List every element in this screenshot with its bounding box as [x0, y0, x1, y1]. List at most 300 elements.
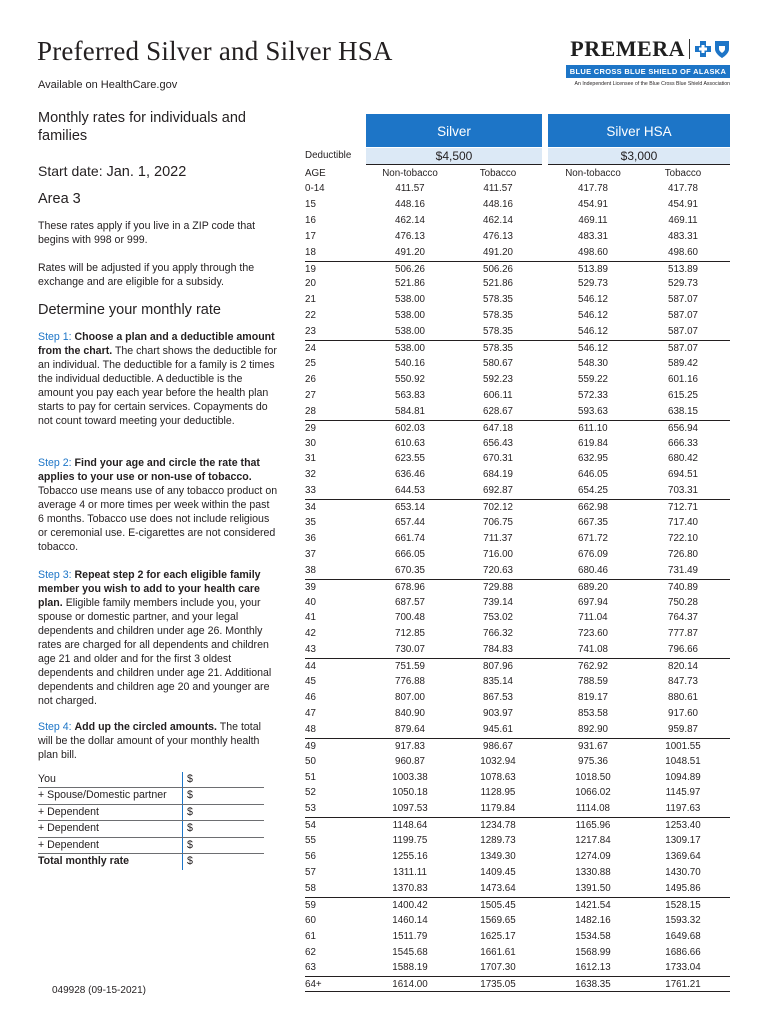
- age-cell: 0-14: [305, 183, 325, 194]
- hsa-tobacco-cell: 1253.40: [665, 820, 701, 832]
- silver-non-tobacco-cell: 917.83: [395, 740, 425, 752]
- deductible-silver: $4,500: [366, 148, 542, 165]
- hsa-tobacco-cell: 703.31: [668, 485, 698, 497]
- table-row: [305, 690, 730, 706]
- table-row: [305, 436, 730, 452]
- age-cell: 24: [305, 343, 316, 355]
- age-cell: 28: [305, 405, 316, 417]
- hsa-tobacco-cell: 469.11: [668, 214, 698, 226]
- hsa-non-tobacco-cell: 1638.35: [575, 979, 611, 991]
- hsa-non-tobacco-cell: 762.92: [578, 661, 608, 673]
- age-cell: 50: [305, 755, 316, 767]
- silver-non-tobacco-cell: 448.16: [395, 198, 425, 210]
- hsa-tobacco-cell: 656.94: [668, 422, 698, 434]
- hsa-non-tobacco-cell: 1391.50: [575, 882, 611, 894]
- table-row: [305, 626, 730, 642]
- silver-non-tobacco-cell: 462.14: [395, 214, 425, 226]
- hsa-non-tobacco-cell: 559.22: [578, 373, 608, 385]
- hsa-non-tobacco-cell: 723.60: [578, 628, 608, 640]
- zip-note: These rates apply if you live in a ZIP code that begins with 998 or 999.: [38, 220, 256, 246]
- step-1-label: Step 1:: [38, 331, 72, 343]
- silver-tobacco-cell: 702.12: [483, 502, 513, 514]
- silver-non-tobacco-cell: 840.90: [395, 707, 425, 719]
- hsa-non-tobacco-cell: 619.84: [578, 437, 608, 449]
- silver-tobacco-cell: 753.02: [483, 612, 513, 624]
- silver-non-tobacco-cell: 506.26: [395, 263, 425, 275]
- page-title: Preferred Silver and Silver HSA: [37, 36, 393, 66]
- hsa-non-tobacco-cell: 483.31: [578, 230, 608, 242]
- worksheet-row: [38, 805, 264, 821]
- silver-non-tobacco-cell: 1545.68: [392, 946, 428, 958]
- silver-non-tobacco-cell: 661.74: [395, 532, 425, 544]
- area-heading: Area 3: [38, 191, 81, 207]
- age-cell: 53: [305, 803, 316, 815]
- hsa-non-tobacco-cell: 546.12: [578, 326, 608, 338]
- worksheet-label: + Dependent: [38, 822, 99, 835]
- step-2-bold: Find your age and circle the rate that applies to your use or non-use of tobacco.: [38, 457, 260, 483]
- silver-non-tobacco-cell: 751.59: [395, 661, 425, 673]
- hsa-non-tobacco-cell: 711.04: [578, 612, 608, 624]
- silver-tobacco-cell: 1661.61: [480, 946, 516, 958]
- silver-tobacco-cell: 647.18: [483, 422, 513, 434]
- hsa-tobacco-cell: 694.51: [668, 469, 698, 481]
- silver-tobacco-cell: 592.23: [483, 373, 513, 385]
- subsidy-note: Rates will be adjusted if you apply through the exchange and are eligible for a subsidy.: [38, 262, 255, 288]
- hsa-tobacco-cell: 712.71: [668, 502, 698, 514]
- silver-tobacco-cell: 670.31: [483, 453, 513, 465]
- silver-tobacco-cell: 986.67: [483, 740, 513, 752]
- hsa-non-tobacco-cell: 498.60: [578, 246, 608, 258]
- table-row: [305, 738, 730, 754]
- step-3: [38, 568, 278, 708]
- hsa-tobacco-cell: 1686.66: [665, 946, 701, 958]
- hsa-tobacco-cell: 454.91: [668, 198, 698, 210]
- age-cell: 21: [305, 294, 316, 306]
- start-date-label: Start date:: [38, 163, 103, 179]
- hsa-tobacco-cell: 1761.21: [665, 979, 701, 991]
- silver-non-tobacco-cell: 666.05: [395, 548, 425, 560]
- table-row: [305, 499, 730, 515]
- age-cell: 37: [305, 548, 316, 560]
- age-cell: 48: [305, 723, 316, 735]
- hsa-non-tobacco-cell: 1421.54: [575, 899, 611, 911]
- table-row: [305, 865, 730, 881]
- table-row: [305, 849, 730, 865]
- silver-non-tobacco-cell: 653.14: [395, 502, 425, 514]
- hsa-non-tobacco-cell: 546.12: [578, 343, 608, 355]
- silver-tobacco-cell: 1569.65: [480, 914, 516, 926]
- hsa-non-tobacco-cell: 529.73: [578, 278, 608, 290]
- table-row: [305, 770, 730, 786]
- age-cell: 45: [305, 676, 316, 688]
- worksheet-label: + Dependent: [38, 838, 99, 851]
- hsa-tobacco-cell: 1528.15: [665, 899, 701, 911]
- silver-tobacco-cell: 739.14: [483, 596, 513, 608]
- hsa-non-tobacco-cell: 1018.50: [575, 771, 611, 783]
- silver-non-tobacco-cell: 657.44: [395, 517, 425, 529]
- hsa-non-tobacco-cell: 931.67: [578, 740, 608, 752]
- silver-tobacco-cell: 807.96: [483, 661, 513, 673]
- table-row: [305, 817, 730, 833]
- silver-tobacco-cell: 580.67: [483, 357, 513, 369]
- hsa-non-tobacco-cell: 593.63: [578, 405, 608, 417]
- hsa-non-tobacco-cell: 819.17: [578, 692, 608, 703]
- silver-non-tobacco-cell: 670.35: [395, 564, 425, 576]
- age-cell: 23: [305, 326, 316, 338]
- age-cell: 40: [305, 596, 316, 608]
- hsa-non-tobacco-cell: 1482.16: [575, 914, 611, 926]
- hsa-non-tobacco-cell: 975.36: [578, 755, 608, 767]
- age-cell: 29: [305, 422, 316, 434]
- silver-non-tobacco-cell: 521.86: [395, 278, 425, 290]
- silver-non-tobacco-cell: 678.96: [395, 581, 425, 593]
- hsa-non-tobacco-cell: 788.59: [578, 676, 608, 688]
- worksheet-amount-field[interactable]: $: [182, 772, 193, 787]
- hsa-tobacco-cell: 1430.70: [665, 866, 701, 878]
- hsa-non-tobacco-cell: 676.09: [578, 548, 608, 560]
- plan-header-silver: Silver: [366, 114, 542, 147]
- silver-non-tobacco-cell: 687.57: [395, 596, 425, 608]
- silver-non-tobacco-cell: 1400.42: [392, 899, 428, 911]
- col-header-hsa-tobacco: Tobacco: [664, 168, 702, 179]
- hsa-tobacco-cell: 1145.97: [665, 787, 701, 799]
- silver-tobacco-cell: 411.57: [483, 183, 513, 194]
- step-1: [38, 330, 278, 428]
- table-row: [305, 674, 730, 690]
- age-cell: 36: [305, 532, 316, 544]
- table-row: [305, 308, 730, 324]
- worksheet-label: + Spouse/Domestic partner: [38, 789, 167, 802]
- hsa-tobacco-cell: 880.61: [668, 692, 698, 703]
- silver-tobacco-cell: 656.43: [483, 437, 513, 449]
- silver-non-tobacco-cell: 1311.11: [393, 866, 427, 878]
- hsa-non-tobacco-cell: 853.58: [578, 707, 608, 719]
- table-row: [305, 483, 730, 499]
- blue-shield-icon: [714, 40, 730, 59]
- silver-non-tobacco-cell: 538.00: [395, 294, 425, 306]
- worksheet-amount-field[interactable]: $: [182, 838, 193, 853]
- hsa-tobacco-cell: 587.07: [668, 326, 698, 338]
- col-header-silver-tobacco: Tobacco: [479, 168, 517, 179]
- silver-tobacco-cell: 720.63: [483, 564, 513, 576]
- silver-non-tobacco-cell: 540.16: [395, 357, 425, 369]
- hsa-tobacco-cell: 615.25: [668, 389, 698, 401]
- table-row: [305, 420, 730, 436]
- age-cell: 60: [305, 914, 316, 926]
- silver-non-tobacco-cell: 644.53: [395, 485, 425, 497]
- licensee-note: An Independent Licensee of the Blue Cross Blue Shield Association: [574, 81, 730, 87]
- silver-non-tobacco-cell: 491.20: [395, 246, 425, 258]
- col-header-silver-non-tobacco: Non-tobacco: [382, 168, 438, 179]
- silver-non-tobacco-cell: 1003.38: [392, 771, 428, 783]
- silver-non-tobacco-cell: 730.07: [395, 644, 425, 656]
- hsa-tobacco-cell: 638.15: [668, 405, 698, 417]
- hsa-tobacco-cell: 1649.68: [665, 930, 701, 942]
- age-cell: 63: [305, 962, 316, 974]
- hsa-tobacco-cell: 498.60: [668, 246, 698, 258]
- silver-tobacco-cell: 729.88: [483, 581, 513, 593]
- hsa-tobacco-cell: 587.07: [668, 343, 698, 355]
- age-cell: 59: [305, 899, 316, 911]
- table-row: [305, 292, 730, 308]
- age-column-header: AGE: [305, 168, 326, 179]
- worksheet-amount-field[interactable]: $: [182, 821, 193, 836]
- silver-non-tobacco-cell: 1614.00: [392, 979, 428, 991]
- silver-tobacco-cell: 606.11: [483, 389, 513, 401]
- step-2-text: Tobacco use means use of any tobacco product on average 4 or more times per week within the past 6 months. Tobacco use does not include religious or ceremonial use. E-cigarettes are not considered tobacco.: [38, 485, 278, 553]
- rate-rows: [305, 181, 730, 992]
- age-cell: 41: [305, 612, 316, 624]
- age-cell: 35: [305, 517, 316, 529]
- table-row: [305, 610, 730, 626]
- silver-non-tobacco-cell: 879.64: [395, 723, 425, 735]
- age-cell: 30: [305, 437, 316, 449]
- silver-tobacco-cell: 903.97: [483, 707, 513, 719]
- silver-tobacco-cell: 1505.45: [480, 899, 516, 911]
- worksheet-total-field[interactable]: $: [182, 854, 193, 870]
- hsa-non-tobacco-cell: 1330.88: [575, 866, 611, 878]
- hsa-non-tobacco-cell: 469.11: [578, 214, 608, 226]
- hsa-non-tobacco-cell: 1114.08: [576, 803, 610, 815]
- hsa-non-tobacco-cell: 1274.09: [575, 851, 611, 863]
- hsa-tobacco-cell: 1094.89: [665, 771, 701, 783]
- hsa-tobacco-cell: 417.78: [668, 183, 698, 194]
- silver-non-tobacco-cell: 411.57: [395, 183, 425, 194]
- logo-band: BLUE CROSS BLUE SHIELD OF ALASKA: [566, 65, 730, 78]
- table-row: [305, 181, 730, 197]
- age-cell: 58: [305, 882, 316, 894]
- silver-tobacco-cell: 1179.84: [480, 803, 516, 815]
- table-row: [305, 563, 730, 579]
- table-row: [305, 913, 730, 929]
- silver-non-tobacco-cell: 807.00: [395, 692, 425, 703]
- hsa-non-tobacco-cell: 1534.58: [575, 930, 611, 942]
- table-row: [305, 245, 730, 261]
- table-row: [305, 547, 730, 563]
- table-row: [305, 929, 730, 945]
- silver-non-tobacco-cell: 1511.79: [392, 930, 428, 942]
- silver-tobacco-cell: 1032.94: [480, 755, 516, 767]
- hsa-tobacco-cell: 750.28: [668, 596, 698, 608]
- table-row: [305, 801, 730, 817]
- worksheet-amount-field[interactable]: $: [182, 788, 193, 803]
- worksheet-row: [38, 772, 264, 788]
- hsa-non-tobacco-cell: 1165.96: [575, 820, 611, 832]
- step-2: [38, 456, 278, 554]
- silver-tobacco-cell: 476.13: [483, 230, 513, 242]
- table-row: [305, 276, 730, 292]
- age-cell: 17: [305, 230, 316, 242]
- table-row: [305, 515, 730, 531]
- worksheet-total-row: [38, 854, 264, 870]
- age-cell: 34: [305, 502, 316, 514]
- age-cell: 38: [305, 564, 316, 576]
- hsa-non-tobacco-cell: 1568.99: [575, 946, 611, 958]
- silver-non-tobacco-cell: 700.48: [395, 612, 425, 624]
- silver-tobacco-cell: 766.32: [483, 628, 513, 640]
- table-row: [305, 531, 730, 547]
- table-row: [305, 945, 730, 961]
- table-row: [305, 722, 730, 738]
- form-code: 049928 (09-15-2021): [52, 985, 146, 996]
- silver-tobacco-cell: 462.14: [483, 214, 513, 226]
- age-cell: 16: [305, 214, 316, 226]
- rates-heading: Monthly rates for individuals and families: [38, 110, 246, 144]
- step-4-text: The total will be the dollar amount of your monthly health plan bill.: [38, 721, 261, 761]
- table-row: [305, 467, 730, 483]
- hsa-non-tobacco-cell: 546.12: [578, 310, 608, 322]
- hsa-non-tobacco-cell: 667.35: [578, 517, 608, 529]
- hsa-tobacco-cell: 764.37: [668, 612, 698, 624]
- hsa-tobacco-cell: 666.33: [668, 437, 698, 449]
- hsa-tobacco-cell: 847.73: [668, 676, 698, 688]
- hsa-tobacco-cell: 680.42: [668, 453, 698, 465]
- deductible-silver-hsa: $3,000: [548, 148, 730, 165]
- silver-tobacco-cell: 491.20: [483, 246, 513, 258]
- age-cell: 43: [305, 644, 316, 656]
- hsa-tobacco-cell: 483.31: [668, 230, 698, 242]
- determine-heading: Determine your monthly rate: [38, 302, 221, 318]
- hsa-non-tobacco-cell: 417.78: [578, 183, 608, 194]
- table-row: [305, 976, 730, 992]
- hsa-non-tobacco-cell: 1066.02: [575, 787, 611, 799]
- hsa-tobacco-cell: 740.89: [668, 581, 698, 593]
- hsa-tobacco-cell: 1309.17: [665, 835, 701, 847]
- worksheet-row: [38, 821, 264, 837]
- silver-tobacco-cell: 1128.95: [480, 787, 516, 799]
- step-1-bold: Choose a plan and a deductible amount from the chart.: [38, 331, 275, 357]
- silver-non-tobacco-cell: 1588.19: [392, 962, 428, 974]
- table-row: [305, 881, 730, 897]
- silver-non-tobacco-cell: 1460.14: [392, 914, 428, 926]
- silver-non-tobacco-cell: 776.88: [395, 676, 425, 688]
- table-row: [305, 595, 730, 611]
- silver-tobacco-cell: 1625.17: [480, 930, 516, 942]
- silver-non-tobacco-cell: 563.83: [395, 389, 425, 401]
- age-cell: 46: [305, 692, 316, 703]
- hsa-non-tobacco-cell: 646.05: [578, 469, 608, 481]
- silver-non-tobacco-cell: 538.00: [395, 310, 425, 322]
- age-cell: 31: [305, 453, 316, 465]
- silver-non-tobacco-cell: 538.00: [395, 343, 425, 355]
- start-date: [38, 163, 186, 180]
- step-1-text: The chart shows the deductible for an individual. The deductible for a family is 2 times the individual deductible. A deductible is the amount you pay each year before the health plan starts to pay for certain services. Copayments do not count toward meeting your deductible.: [38, 345, 277, 427]
- premera-logo: [566, 36, 730, 87]
- hsa-tobacco-cell: 589.42: [668, 357, 698, 369]
- hsa-non-tobacco-cell: 611.10: [578, 422, 608, 434]
- hsa-non-tobacco-cell: 632.95: [578, 453, 608, 465]
- hsa-tobacco-cell: 1048.51: [665, 755, 701, 767]
- hsa-tobacco-cell: 717.40: [668, 517, 698, 529]
- hsa-tobacco-cell: 1495.86: [665, 882, 701, 894]
- table-row: [305, 372, 730, 388]
- hsa-non-tobacco-cell: 671.72: [578, 532, 608, 544]
- age-cell: 54: [305, 820, 316, 832]
- silver-tobacco-cell: 578.35: [483, 326, 513, 338]
- table-row: [305, 960, 730, 976]
- silver-tobacco-cell: 506.26: [483, 263, 513, 275]
- hsa-tobacco-cell: 796.66: [668, 644, 698, 656]
- silver-tobacco-cell: 711.37: [483, 532, 513, 544]
- age-cell: 26: [305, 373, 316, 385]
- age-cell: 27: [305, 389, 316, 401]
- silver-non-tobacco-cell: 960.87: [395, 755, 425, 767]
- age-cell: 15: [305, 198, 316, 210]
- start-date-value: Jan. 1, 2022: [106, 164, 187, 180]
- rate-worksheet: [38, 772, 264, 870]
- worksheet-row: [38, 788, 264, 804]
- worksheet-row: [38, 838, 264, 854]
- table-row: [305, 579, 730, 595]
- silver-non-tobacco-cell: 610.63: [395, 437, 425, 449]
- age-cell: 55: [305, 835, 316, 847]
- silver-tobacco-cell: 448.16: [483, 198, 513, 210]
- blue-cross-icon: [694, 40, 712, 58]
- hsa-tobacco-cell: 601.16: [668, 373, 698, 385]
- hsa-tobacco-cell: 587.07: [668, 294, 698, 306]
- hsa-tobacco-cell: 1733.04: [665, 962, 701, 974]
- hsa-non-tobacco-cell: 513.89: [578, 263, 608, 275]
- age-cell: 64+: [305, 979, 322, 991]
- table-row: [305, 356, 730, 372]
- silver-non-tobacco-cell: 1050.18: [392, 787, 428, 799]
- step-3-bold: Repeat step 2 for each eligible family member you wish to add to your health care plan.: [38, 569, 261, 609]
- silver-non-tobacco-cell: 623.55: [395, 453, 425, 465]
- age-cell: 39: [305, 581, 316, 593]
- hsa-non-tobacco-cell: 572.33: [578, 389, 608, 401]
- silver-tobacco-cell: 521.86: [483, 278, 513, 290]
- age-cell: 33: [305, 485, 316, 497]
- silver-tobacco-cell: 784.83: [483, 644, 513, 656]
- step-3-label: Step 3:: [38, 569, 72, 581]
- age-cell: 18: [305, 246, 316, 258]
- silver-non-tobacco-cell: 712.85: [395, 628, 425, 640]
- hsa-tobacco-cell: 726.80: [668, 548, 698, 560]
- step-4-bold: Add up the circled amounts.: [74, 721, 217, 733]
- age-cell: 42: [305, 628, 316, 640]
- silver-non-tobacco-cell: 636.46: [395, 469, 425, 481]
- age-cell: 19: [305, 263, 316, 275]
- age-cell: 51: [305, 771, 316, 783]
- silver-tobacco-cell: 628.67: [483, 405, 513, 417]
- age-cell: 25: [305, 357, 316, 369]
- silver-tobacco-cell: 1234.78: [480, 820, 516, 832]
- silver-non-tobacco-cell: 1199.75: [392, 835, 428, 847]
- silver-non-tobacco-cell: 602.03: [395, 422, 425, 434]
- silver-non-tobacco-cell: 476.13: [395, 230, 425, 242]
- table-row: [305, 833, 730, 849]
- step-4-label: Step 4:: [38, 721, 72, 733]
- worksheet-label: + Dependent: [38, 805, 99, 818]
- hsa-non-tobacco-cell: 689.20: [578, 581, 608, 593]
- table-row: [305, 754, 730, 770]
- age-cell: 61: [305, 930, 316, 942]
- age-cell: 20: [305, 278, 316, 290]
- worksheet-amount-field[interactable]: $: [182, 805, 193, 820]
- age-cell: 56: [305, 851, 316, 863]
- age-cell: 57: [305, 866, 316, 878]
- hsa-non-tobacco-cell: 680.46: [578, 564, 608, 576]
- col-header-hsa-non-tobacco: Non-tobacco: [565, 168, 621, 179]
- silver-non-tobacco-cell: 1148.64: [392, 820, 428, 832]
- silver-tobacco-cell: 1078.63: [480, 771, 516, 783]
- silver-non-tobacco-cell: 1255.16: [392, 851, 428, 863]
- table-row: [305, 261, 730, 277]
- logo-wordmark: PREMERA: [570, 36, 685, 61]
- hsa-tobacco-cell: 529.73: [668, 278, 698, 290]
- table-row: [305, 785, 730, 801]
- table-row: [305, 340, 730, 356]
